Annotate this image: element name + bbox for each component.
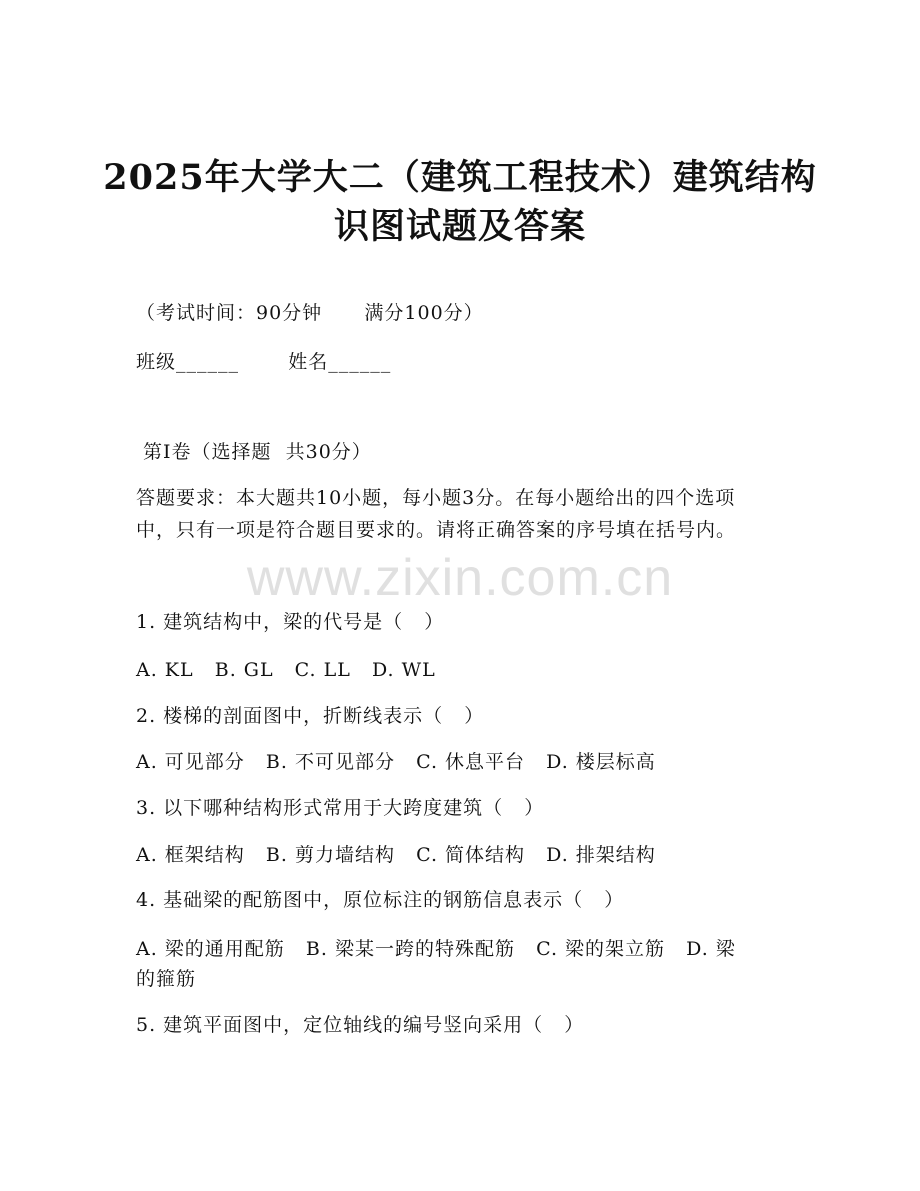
- question-4-stem: 4. 基础梁的配筋图中，原位标注的钢筋信息表示（ ）: [136, 889, 625, 911]
- watermark: www.zixin.com.cn: [246, 549, 674, 607]
- exam-info: （考试时间：90分钟 满分100分）: [136, 302, 484, 324]
- question-1-stem: 1. 建筑结构中，梁的代号是（ ）: [136, 611, 445, 633]
- question-2-options: A. 可见部分 B. 不可见部分 C. 休息平台 D. 楼层标高: [136, 751, 656, 773]
- title-line-1: 2025年大学大二（建筑工程技术）建筑结构: [103, 157, 817, 198]
- question-4-options-cont: 的箍筋: [136, 968, 197, 990]
- question-2-stem: 2. 楼梯的剖面图中，折断线表示（ ）: [136, 705, 485, 727]
- question-3-stem: 3. 以下哪种结构形式常用于大跨度建筑（ ）: [136, 797, 545, 819]
- title-line-2: 识图试题及答案: [333, 206, 586, 247]
- question-4-options: A. 梁的通用配筋 B. 梁某一跨的特殊配筋 C. 梁的架立筋 D. 梁: [136, 938, 736, 960]
- class-name-line: 班级______ 姓名______: [136, 351, 392, 373]
- question-5-stem: 5. 建筑平面图中，定位轴线的编号竖向采用（ ）: [136, 1014, 585, 1036]
- question-3-options: A. 框架结构 B. 剪力墙结构 C. 简体结构 D. 排架结构: [136, 844, 656, 866]
- instructions-line-2: 中，只有一项是符合题目要求的。请将正确答案的序号填在括号内。: [136, 519, 737, 541]
- section-header: 第Ⅰ卷（选择题 共30分）: [136, 441, 372, 463]
- instructions-line-1: 答题要求：本大题共10小题，每小题3分。在每小题给出的四个选项: [136, 487, 736, 509]
- question-1-options: A. KL B. GL C. LL D. WL: [136, 659, 436, 681]
